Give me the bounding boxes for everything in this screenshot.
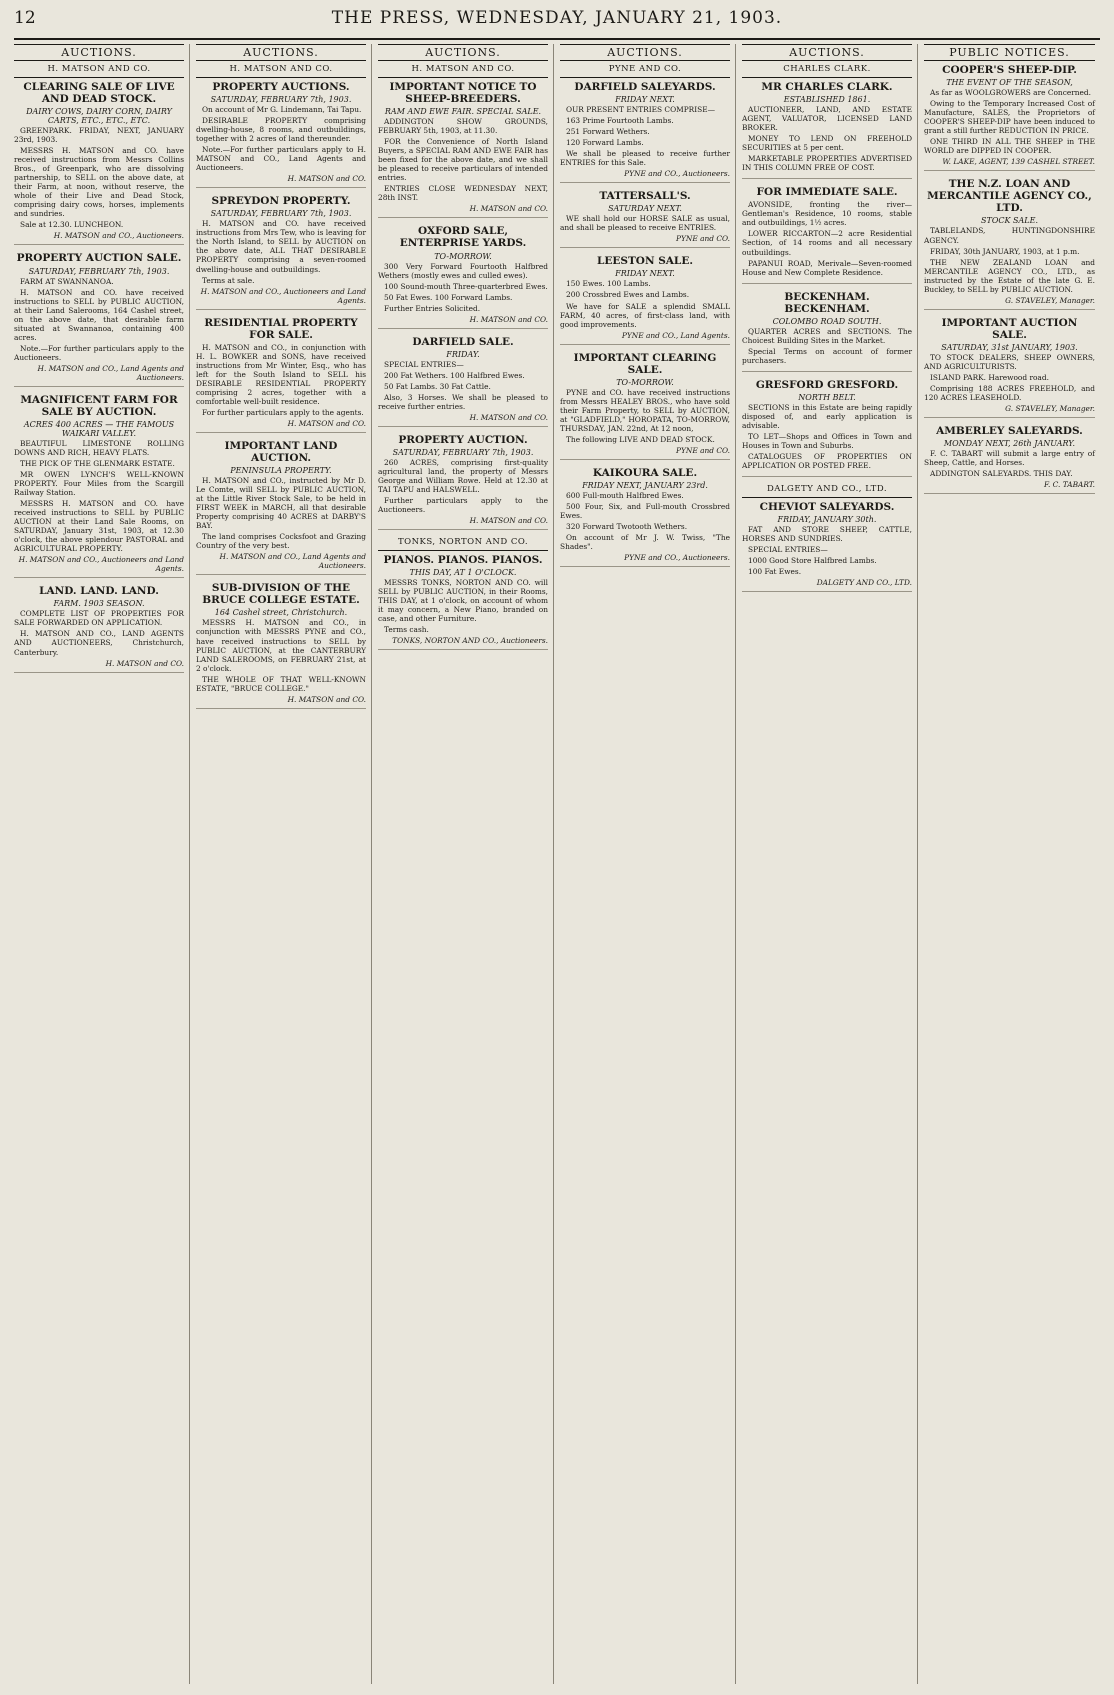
section-heading: AUCTIONS. — [560, 44, 730, 61]
notice-paragraph: PYNE and CO. have received instructions from Messrs HEALEY BROS., who have sold their Farm Property, to SELL by AUCTION, at "GLADFIELD," HOROPATA, TO-MORROW, THURSDAY, JAN. 22nd, At 12 noon, — [560, 387, 730, 433]
notice-paragraph: 50 Fat Lambs. 30 Fat Cattle. — [384, 381, 491, 391]
notice-paragraph: DESIRABLE PROPERTY comprising dwelling-house, 8 rooms, and outbuildings, together with 2 acres of land thereunder. — [196, 116, 366, 144]
notice-body — [924, 449, 1095, 478]
notice-subheading: NORTH BELT. — [798, 392, 856, 402]
notice-paragraph: ADDINGTON SALEYARDS. THIS DAY. — [930, 469, 1073, 479]
section-heading: AUCTIONS. — [14, 44, 184, 61]
notice-paragraph: COMPLETE LIST OF PROPERTIES FOR SALE FORWARDED ON APPLICATION. — [14, 609, 184, 628]
notice-headline: DARFIELD SALEYARDS. — [574, 81, 716, 93]
notice-subheading: ACRES 400 ACRES — THE FAMOUS WAIKARI VALLEY. — [23, 419, 175, 438]
notice-headline: SUB-DIVISION OF THE BRUCE COLLEGE ESTATE. — [202, 582, 360, 607]
notice-paragraph: Terms cash. — [384, 625, 429, 635]
notice-subheading: SATURDAY NEXT. — [608, 204, 682, 214]
notice-body — [14, 126, 184, 229]
notice-subheading: SATURDAY, FEBRUARY 7th, 1903. — [28, 266, 170, 276]
notice — [14, 394, 184, 579]
notice — [196, 64, 366, 188]
notice-signature: PYNE and CO., Auctioneers. — [624, 169, 730, 179]
notice — [560, 352, 730, 460]
newspaper-title: THE PRESS, WEDNESDAY, JANUARY 21, 1903. — [331, 8, 783, 28]
notice-paragraph: LOWER RICCARTON—2 acre Residential Section, of 14 rooms and all necessary outbuildings. — [742, 229, 912, 257]
notice-paragraph: ONE THIRD IN ALL THE SHEEP in THE WORLD are DIPPED IN COOPER. — [924, 137, 1095, 156]
notice — [378, 537, 548, 650]
notice — [560, 64, 730, 183]
divider — [742, 77, 912, 78]
notice-paragraph: AUCTIONEER, LAND, AND ESTATE AGENT, VALUATOR, LICENSED LAND BROKER. — [742, 105, 912, 133]
notice-paragraph: 120 Forward Lambs. — [566, 138, 644, 148]
notice-auctioneer: H. MATSON AND CO. — [47, 64, 151, 74]
notice-paragraph: FRIDAY, 30th JANUARY, 1903, at 1 p.m. — [930, 246, 1080, 256]
notice-body — [742, 327, 912, 365]
notice-subheading: FRIDAY NEXT. — [615, 269, 675, 279]
notice-paragraph: MESSRS TONKS, NORTON AND CO. will SELL by PUBLIC AUCTION, in their Rooms, THIS DAY, at 1 o'clock, on account of whom it may concern, a New Piano, branded on case, and other Furniture. — [378, 578, 548, 624]
divider — [196, 77, 366, 78]
notice-signature: PYNE and CO. — [676, 445, 730, 455]
notice-subheading: FRIDAY, JANUARY 30th. — [777, 515, 877, 525]
notice-paragraph: MARKETABLE PROPERTIES ADVERTISED IN THIS COLUMN FREE OF COST. — [742, 154, 912, 173]
notice-paragraph: 300 Very Forward Fourtooth Halfbred Wethers (mostly ewes and culled ewes). — [378, 261, 548, 280]
notice — [196, 195, 366, 309]
notice-body — [196, 219, 366, 284]
notice-subheading: TO-MORROW. — [434, 251, 492, 261]
page-number: 12 — [14, 8, 36, 28]
notice-paragraph: Special Terms on account of former purchasers. — [742, 346, 912, 365]
notice-headline: RESIDENTIAL PROPERTY FOR SALE. — [204, 316, 358, 341]
notice-paragraph: ADDINGTON SHOW GROUNDS, FEBRUARY 5th, 1903, at 11.30. — [378, 117, 548, 136]
notice-subheading: MONDAY NEXT, 26th JANUARY. — [943, 439, 1076, 449]
notice-headline: DARFIELD SALE. — [412, 335, 514, 348]
notice-paragraph: 200 Fat Wethers. 100 Halfbred Ewes. — [384, 370, 525, 380]
notice-subheading: SATURDAY, FEBRUARY 7th, 1903. — [392, 447, 534, 457]
notice-body — [378, 360, 548, 411]
notice-paragraph: AVONSIDE, fronting the river—Gentleman's Residence, 10 rooms, stable and outbuildings, 1½ acres. — [742, 200, 912, 228]
notice-paragraph: MONEY TO LEND ON FREEHOLD SECURITIES at 5 per cent. — [742, 134, 912, 153]
notice-paragraph: On account of Mr J. W. Twiss, "The Shades". — [560, 533, 730, 552]
notice-body — [742, 200, 912, 276]
notice-headline: PROPERTY AUCTIONS. — [212, 81, 350, 93]
notice-signature: H. MATSON and CO. — [469, 412, 548, 422]
notice-paragraph: SPECIAL ENTRIES— — [384, 359, 464, 369]
notice-body — [378, 578, 548, 634]
notice-paragraph: 500 Four, Six, and Full-mouth Crossbred Ewes. — [560, 502, 730, 521]
notice-headline: SPREYDON PROPERTY. — [211, 195, 351, 208]
notice-headline: IMPORTANT AUCTION SALE. — [941, 316, 1078, 341]
notice-auctioneer: TONKS, NORTON AND CO. — [397, 537, 529, 548]
notice-paragraph: For further particulars apply to the agents. — [202, 407, 364, 417]
notice-paragraph: THE WHOLE OF THAT WELL-KNOWN ESTATE, "BRUCE COLLEGE." — [196, 674, 366, 693]
notice-paragraph: GREENPARK. FRIDAY, NEXT, JANUARY 23rd, 1903. — [14, 126, 184, 145]
notice — [742, 64, 912, 179]
notice-paragraph: OUR PRESENT ENTRIES COMPRISE— — [566, 105, 716, 115]
notice-paragraph: We shall be pleased to receive further ENTRIES for this Sale. — [560, 149, 730, 168]
notice — [560, 255, 730, 344]
notice-paragraph: MESSRS H. MATSON and CO., in conjunction with MESSRS PYNE and CO., have received instructions to SELL by PUBLIC AUCTION, at the CANTERBURY LAND SALEROOMS, on FEBRUARY 21st, at 2 o'clock. — [196, 618, 366, 673]
notice-subheading: 164 Cashel street, Christchurch. — [214, 608, 348, 618]
notice — [742, 379, 912, 477]
notice-paragraph: 320 Forward Twotooth Wethers. — [566, 522, 688, 532]
notice-paragraph: H. MATSON and CO. have received instructions to SELL by PUBLIC AUCTION, at their Land Salerooms, 164 Cashel street, on the above date, that desirable farm situated at Swannanoa, containing 400 acres. — [14, 287, 184, 342]
notice-paragraph: H. MATSON and CO., in conjunction with H. L. BOWKER and SONS, have received instructions from Mr Winter, Esq., who has left for the South Island to SELL his DESIRABLE RESIDENTIAL PROPERTY comprising 2 acres, together with a comfortable well-built residence. — [196, 342, 366, 406]
notice — [924, 178, 1095, 309]
notice-paragraph: FOR the Convenience of North Island Buyers, a SPECIAL RAM AND EWE FAIR has been fixed for the above date, and we shall be pleased to receive particulars of intended entries. — [378, 137, 548, 183]
notice-signature: F. C. TABART. — [1043, 480, 1095, 490]
notice-paragraph: The land comprises Cocksfoot and Grazing Country of the very best. — [196, 532, 366, 551]
notice-paragraph: Comprising 188 ACRES FREEHOLD, and 120 ACRES LEASEHOLD. — [924, 383, 1095, 402]
notice-paragraph: TO STOCK DEALERS, SHEEP OWNERS, AND AGRICULTURISTS. — [924, 352, 1095, 371]
notice-body — [560, 214, 730, 232]
notice-paragraph: H. MATSON and CO. have received instructions from Mrs Tew, who is leaving for the North Island, to SELL by AUCTION on the above date, ALL THAT DESIRABLE PROPERTY comprising a seven-roomed dwelling-house and outbuildings. — [196, 219, 366, 274]
notice-body — [196, 476, 366, 550]
notice-paragraph: WE shall hold our HORSE SALE as usual, and shall be pleased to receive ENTRIES. — [560, 214, 730, 233]
notice-paragraph: TO LET—Shops and Offices in Town and Houses in Town and Suburbs. — [742, 432, 912, 451]
notice-signature: H. MATSON and CO. — [469, 516, 548, 526]
notice-signature: H. MATSON and CO. — [287, 174, 366, 184]
notice-paragraph: CATALOGUES OF PROPERTIES ON APPLICATION OR POSTED FREE. — [742, 452, 912, 471]
notice-subheading: FARM. 1903 SEASON. — [53, 599, 145, 609]
masthead — [14, 8, 1100, 40]
notice-subheading: ESTABLISHED 1861. — [783, 95, 871, 105]
notice-paragraph: MR OWEN LYNCH'S WELL-KNOWN PROPERTY. Four Miles from the Scargill Railway Station. — [14, 470, 184, 498]
notice-paragraph: QUARTER ACRES and SECTIONS. The Choicest Building Sites in the Market. — [742, 326, 912, 345]
divider — [742, 497, 912, 498]
notice — [560, 467, 730, 567]
notice-signature: G. STAVELEY, Manager. — [1005, 403, 1095, 413]
notice-paragraph: Further Entries Solicited. — [384, 303, 481, 313]
notice-body — [742, 525, 912, 576]
notice-subheading: TO-MORROW. — [616, 377, 674, 387]
notice-headline: IMPORTANT LAND AUCTION. — [224, 439, 338, 464]
notice-signature: H. MATSON and CO., Land Agents and Auctioneers. — [219, 552, 366, 571]
notice-auctioneer: PYNE AND CO. — [608, 64, 682, 74]
notice-headline: PIANOS. PIANOS. PIANOS. — [383, 554, 543, 567]
notice-paragraph: Terms at sale. — [202, 275, 255, 285]
notice-signature: H. MATSON and CO. — [105, 658, 184, 668]
notice-headline: GRESFORD GRESFORD. — [755, 378, 899, 391]
notice-auctioneer: H. MATSON AND CO. — [411, 64, 515, 74]
notice-signature: PYNE and CO. — [676, 234, 730, 244]
notice-headline: PROPERTY AUCTION SALE. — [16, 252, 182, 265]
notice-body — [742, 105, 912, 172]
divider — [14, 77, 184, 78]
notice-paragraph: BEAUTIFUL LIMESTONE ROLLING DOWNS AND RICH, HEAVY FLATS. — [14, 438, 184, 457]
notice-signature: PYNE and CO., Auctioneers. — [624, 553, 730, 563]
notice-subheading: SATURDAY, 31st JANUARY, 1903. — [941, 342, 1078, 352]
notice — [924, 317, 1095, 418]
notice-body — [378, 262, 548, 313]
notice-signature: H. MATSON and CO., Auctioneers and Land Agents. — [18, 555, 184, 574]
notice-headline: IMPORTANT NOTICE TO SHEEP-BREEDERS. — [389, 81, 537, 106]
notice-signature: W. LAKE, AGENT, 139 CASHEL STREET. — [942, 157, 1095, 167]
notice — [742, 186, 912, 283]
notice-paragraph: FAT AND STORE SHEEP, CATTLE, HORSES AND SUNDRIES. — [742, 525, 912, 544]
section-heading: AUCTIONS. — [196, 44, 366, 61]
notice — [196, 440, 366, 575]
notice-paragraph: Also, 3 Horses. We shall be pleased to receive further entries. — [378, 392, 548, 411]
notice-body — [378, 117, 548, 202]
notice-paragraph: The following LIVE AND DEAD STOCK. — [566, 434, 715, 444]
notice-body — [924, 88, 1095, 155]
notice-signature: H. MATSON and CO. — [287, 418, 366, 428]
notice-body — [14, 609, 184, 656]
notice-body — [742, 403, 912, 470]
notice-paragraph: Owing to the Temporary Increased Cost of Manufacture, SALES, the Proprietors of COOPER'S SHEEP-DIP have been induced to grant a still further REDUCTION IN PRICE. — [924, 99, 1095, 136]
section-heading: AUCTIONS. — [378, 44, 548, 61]
notice-headline: THE N.Z. LOAN AND MERCANTILE AGENCY CO., LTD. — [927, 178, 1092, 215]
notice-paragraph: 251 Forward Wethers. — [566, 127, 650, 137]
notice-paragraph: MESSRS H. MATSON and CO. have received instructions to SELL by PUBLIC AUCTION at their Land Sale Rooms, on SATURDAY, January 31st, 1903, at 12.30 o'clock, the above splendour PASTORAL and AGRICULTURAL PROPERTY. — [14, 499, 184, 554]
notice-signature: G. STAVELEY, Manager. — [1005, 295, 1095, 305]
notice-subheading: FRIDAY NEXT, JANUARY 23rd. — [582, 480, 708, 490]
notice-paragraph: ENTRIES CLOSE WEDNESDAY NEXT, 28th INST. — [378, 184, 548, 203]
notice-headline: BECKENHAM. BECKENHAM. — [784, 290, 870, 315]
notice-paragraph: MESSRS H. MATSON and CO. have received instructions from Messrs Collins Bros., of Greenpark, who are dissolving partnership, to SELL on the above date, at their Farm, at noon, without reserve, the whole of their Live and Dead Stock, comprising dairy cows, horses, implements and sundries. — [14, 146, 184, 219]
notice-paragraph: TABLELANDS, HUNTINGDONSHIRE AGENCY. — [924, 226, 1095, 245]
notice-subheading: SATURDAY, FEBRUARY 7th, 1903. — [210, 95, 352, 105]
notice-paragraph: 100 Fat Ewes. — [748, 567, 802, 577]
notice — [378, 64, 548, 218]
notice-paragraph: PAPANUI ROAD, Merivale—Seven-roomed House and New Complete Residence. — [742, 258, 912, 277]
notice-body — [14, 277, 184, 362]
notice-subheading: FRIDAY NEXT. — [615, 95, 675, 105]
column-6 — [924, 44, 1100, 1684]
notice-subheading: FRIDAY. — [446, 349, 480, 359]
notice-paragraph: F. C. TABART will submit a large entry of Sheep, Cattle, and Horses. — [924, 449, 1095, 468]
notice-paragraph: 50 Fat Ewes. 100 Forward Lambs. — [384, 292, 513, 302]
notice-subheading: THE EVENT OF THE SEASON, — [946, 78, 1073, 88]
notice-paragraph: 1000 Good Store Halfbred Lambs. — [748, 556, 877, 566]
notice-body — [560, 491, 730, 551]
notice-paragraph: 200 Crossbred Ewes and Lambs. — [566, 290, 690, 300]
notice-headline: OXFORD SALE, ENTERPRISE YARDS. — [399, 225, 527, 250]
notice — [924, 64, 1095, 171]
notice-body — [924, 226, 1095, 293]
notice-headline: MR CHARLES CLARK. — [761, 81, 893, 93]
notice — [196, 582, 366, 708]
notice-body — [378, 458, 548, 514]
notice-subheading: STOCK SALE. — [981, 216, 1038, 226]
divider — [378, 77, 548, 78]
notice — [560, 190, 730, 248]
notice-body — [560, 388, 730, 444]
column-1 — [14, 44, 190, 1684]
notice-paragraph: ISLAND PARK. Harewood road. — [930, 372, 1049, 382]
notice-headline: AMBERLEY SALEYARDS. — [936, 424, 1083, 437]
notice — [742, 291, 912, 372]
notice-paragraph: As far as WOOLGROWERS are Concerned. — [930, 88, 1091, 98]
notice-paragraph: Sale at 12.30. LUNCHEON. — [20, 220, 124, 230]
notice-headline: CLEARING SALE OF LIVE AND DEAD STOCK. — [23, 81, 175, 106]
section-heading: AUCTIONS. — [742, 44, 912, 61]
notice-paragraph: Note.—For further particulars apply to H. MATSON and CO., Land Agents and Auctioneers. — [196, 145, 366, 173]
notice-body — [560, 279, 730, 328]
notice-paragraph: THE PICK OF THE GLENMARK ESTATE. — [20, 459, 175, 468]
notice-paragraph: 100 Sound-mouth Three-quarterbred Ewes. — [384, 281, 548, 291]
notice-headline: FOR IMMEDIATE SALE. — [756, 186, 898, 199]
notice-headline: CHEVIOT SALEYARDS. — [759, 501, 895, 514]
notice — [14, 64, 184, 245]
notice-body — [560, 105, 730, 167]
notice-headline: PROPERTY AUCTION. — [398, 433, 528, 446]
notice-subheading: THIS DAY, AT 1 O'CLOCK. — [409, 568, 517, 578]
notice — [196, 317, 366, 433]
notice-body — [196, 618, 366, 692]
notice-signature: TONKS, NORTON AND CO., Auctioneers. — [392, 636, 548, 646]
notice-paragraph: SECTIONS in this Estate are being rapidly disposed of, and early application is advisable. — [742, 402, 912, 430]
notice-headline: KAIKOURA SALE. — [592, 466, 698, 479]
notice-auctioneer: CHARLES CLARK. — [783, 64, 871, 74]
notice-subheading: SATURDAY, FEBRUARY 7th, 1903. — [210, 209, 352, 219]
notice-paragraph: We have for SALE a splendid SMALL FARM, 40 acres, of first-class land, with good improvements. — [560, 301, 730, 329]
column-2 — [196, 44, 372, 1684]
divider — [560, 77, 730, 78]
notice — [378, 336, 548, 427]
notice-subheading: COLOMBO ROAD SOUTH. — [772, 316, 882, 326]
notice-paragraph: FARM AT SWANNANOA. — [20, 276, 114, 286]
notice — [924, 425, 1095, 494]
column-3 — [378, 44, 554, 1684]
notice-headline: IMPORTANT CLEARING SALE. — [573, 351, 717, 376]
notice-auctioneer: H. MATSON AND CO. — [229, 64, 333, 74]
notice-paragraph: 260 ACRES, comprising first-quality agricultural land, the property of Messrs George and William Rowe. Held at 12.30 at TAI TAPU and HALSWELL. — [378, 457, 548, 495]
notice-subheading: DAIRY COWS, DAIRY CORN, DAIRY CARTS, ETC., ETC., ETC. — [26, 107, 172, 126]
notice-headline: COOPER'S SHEEP-DIP. — [942, 64, 1077, 76]
notice — [14, 585, 184, 672]
notice-body — [196, 343, 366, 417]
notice-signature: H. MATSON and CO. — [469, 204, 548, 214]
notice-signature: PYNE and CO., Land Agents. — [621, 330, 730, 340]
notice-body — [14, 439, 184, 553]
divider — [378, 550, 548, 551]
notice-body — [196, 105, 366, 172]
column-4 — [560, 44, 736, 1684]
notice-paragraph: Further particulars apply to the Auctioneers. — [378, 496, 548, 515]
notice-signature: H. MATSON and CO. — [287, 694, 366, 704]
notice-headline: LAND. LAND. LAND. — [39, 585, 159, 598]
notice-paragraph: Note.—For further particulars apply to the Auctioneers. — [14, 343, 184, 362]
notice-signature: H. MATSON and CO., Land Agents and Auctioneers. — [37, 363, 184, 382]
notice-paragraph: H. MATSON AND CO., LAND AGENTS AND AUCTIONEERS, Christchurch, Canterbury. — [14, 629, 184, 657]
notice — [742, 484, 912, 592]
notice-paragraph: SPECIAL ENTRIES— — [748, 545, 828, 555]
notice-signature: DALGETY AND CO., LTD. — [816, 578, 912, 588]
notice-paragraph: 150 Ewes. 100 Lambs. — [566, 279, 651, 289]
notice-paragraph: H. MATSON and CO., instructed by Mr D. Le Comte, will SELL by PUBLIC AUCTION, at the Little River Stock Sale, to be held in FIRST WEEK in MARCH, all that desirable Property comprising 40 ACRES at DARBY'S BAY. — [196, 476, 366, 531]
column-5 — [742, 44, 918, 1684]
notice-paragraph: On account of Mr G. Lindemann, Tai Tapu. — [202, 105, 362, 115]
notice-signature: H. MATSON and CO., Auctioneers. — [53, 231, 184, 241]
notice-signature: H. MATSON and CO. — [469, 314, 548, 324]
notice-subheading: RAM AND EWE FAIR. SPECIAL SALE. — [384, 107, 542, 117]
notice-headline: TATTERSALL'S. — [599, 190, 691, 203]
notice-auctioneer: DALGETY AND CO., LTD. — [766, 484, 888, 495]
section-heading: PUBLIC NOTICES. — [924, 44, 1095, 61]
notice — [14, 252, 184, 386]
notice-headline: MAGNIFICENT FARM FOR SALE BY AUCTION. — [20, 393, 178, 418]
notice-signature: H. MATSON and CO., Auctioneers and Land Agents. — [200, 286, 366, 305]
notice-body — [924, 353, 1095, 402]
columns-container — [14, 44, 1100, 1684]
notice — [378, 225, 548, 328]
notice — [378, 434, 548, 530]
notice-paragraph: 600 Full-mouth Halfbred Ewes. — [566, 490, 684, 500]
notice-subheading: PENINSULA PROPERTY. — [230, 466, 332, 476]
notice-paragraph: 163 Prime Fourtooth Lambs. — [566, 116, 674, 126]
notice-paragraph: THE NEW ZEALAND LOAN and MERCANTILE AGENCY CO., LTD., as instructed by the Estate of the late G. E. Buckley, to SELL by PUBLIC AUCTION. — [924, 257, 1095, 294]
notice-headline: LEESTON SALE. — [597, 255, 693, 268]
